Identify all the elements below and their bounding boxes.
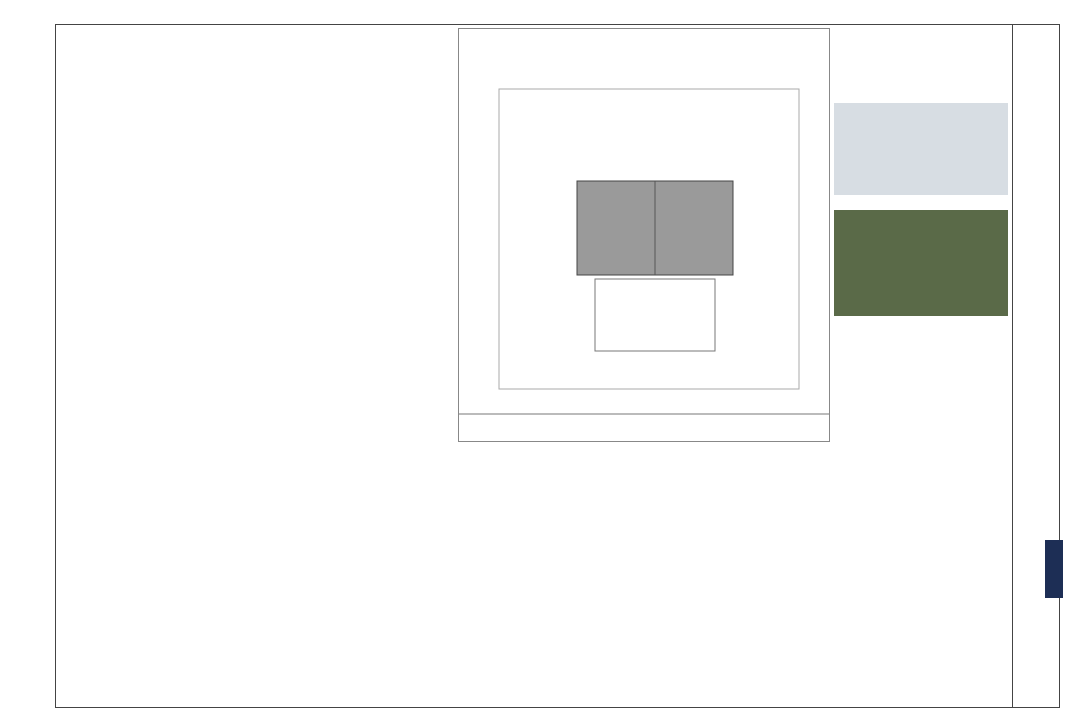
- foundation-and-framing-notes: [318, 455, 830, 705]
- general-notes-column: [58, 30, 316, 706]
- site-plan-frame: [458, 28, 830, 442]
- parking-pad: [595, 279, 715, 351]
- site-plan-drawing: [459, 29, 829, 441]
- site-aerial-photo: [834, 210, 1008, 316]
- location-map: [834, 103, 1008, 195]
- company-logo: [1045, 540, 1063, 598]
- title-block: [1012, 24, 1061, 708]
